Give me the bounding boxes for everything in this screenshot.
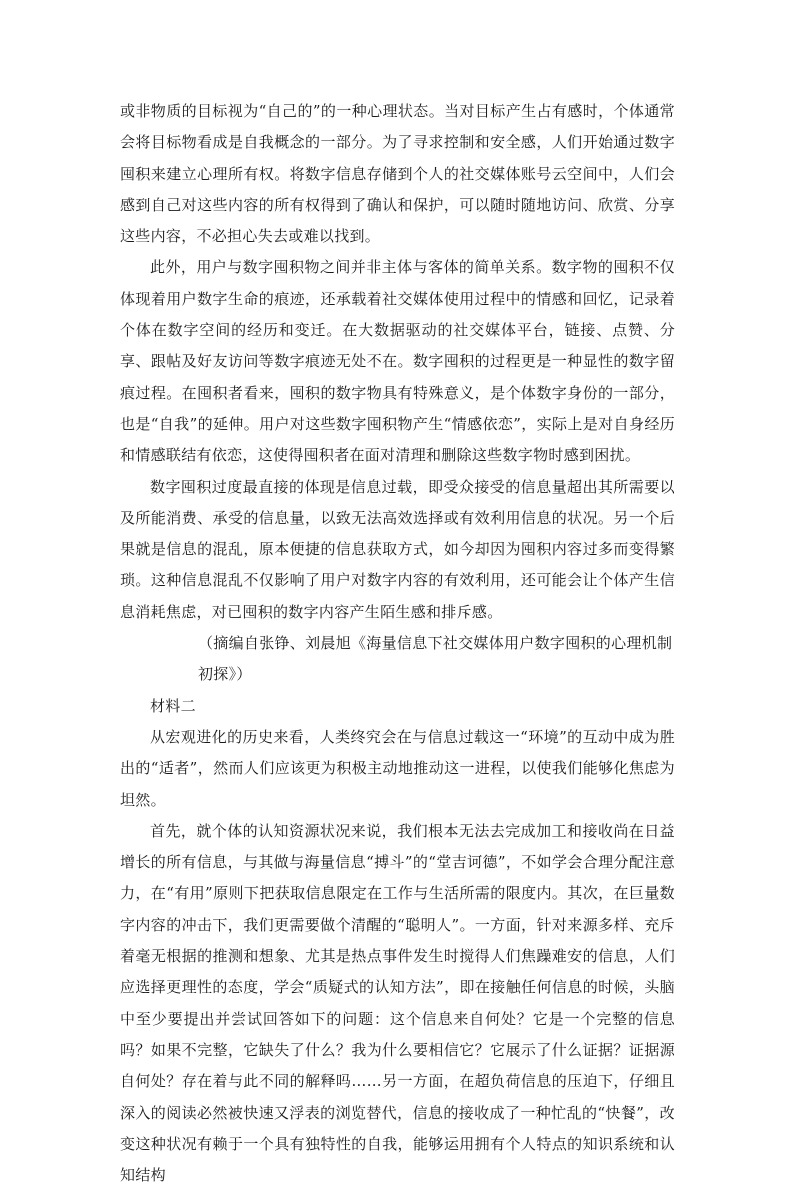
paragraph-ownership: 或非物质的目标视为“自己的”的一种心理状态。当对目标产生占有感时，个体通常会将目标物看成是自我概念的一部分。为了寻求控制和安全感，人们开始通过数字囤积来建立心理所有权。将数字信息存储到个人的社交媒体账号云空间中，人们会感到自己对这些内容的所有权得到了确认和保护，可以随时随地访问、欣赏、分享这些内容，不必担心失去或难以找到。: [120, 102, 675, 246]
paragraph-relationship: 此外，用户与数字囤积物之间并非主体与客体的简单关系。数字物的囤积不仅体现着用户数字生命的痕迹，还承载着社交媒体使用过程中的情感和回忆，记录着个体在数字空间的经历和变迁。在大数据驱动的社交媒体平台，链接、点赞、分享、跟帖及好友访问等数字痕迹无处不在。数字囤积的过程更是一种显性的数字留痕过程。在囤积者看来，囤积的数字物具有特殊意义，是个体数字身份的一部分，也是“自我”的延伸。用户对这些数字囤积物产生“情感依恋”，实际上是对自身经历和情感联结有依恋，这使得囤积者在面对清理和删除这些数字物时感到困扰。: [120, 258, 675, 465]
paragraph-overload: 数字囤积过度最直接的体现是信息过载，即受众接受的信息量超出其所需要以及所能消费、承受的信息量，以致无法高效选择或有效利用信息的状况。另一个后果就是信息的混乱，原本便捷的信息获取方式，如今却因为囤积内容过多而变得繁琐。这种信息混乱不仅影响了用户对数字内容的有效利用，还可能会让个体产生信息消耗焦虑，对已囤积的数字内容产生陌生感和排斥感。: [120, 477, 675, 621]
document-page: [120, 96, 675, 1191]
paragraph-cognition: 首先，就个体的认知资源状况来说，我们根本无法去完成加工和接收尚在日益增长的所有信息，与其做与海量信息“搏斗”的“堂吉诃德”，不如学会合理分配注意力，在“有用”原则下把获取信息限定在工作与生活所需的限度内。其次，在巨量数字内容的冲击下，我们更需要做个清醒的“聪明人”。一方面，针对来源多样、充斥着毫无根据的推测和想象、尤其是热点事件发生时搅得人们焦躁难安的信息，人们应选择更理性的态度，学会“质疑式的认知方法”，即在接触任何信息的时候，头脑中至少要提出并尝试回答如下的问题：这个信息来自何处？它是一个完整的信息吗？如果不完整，它缺失了什么？我为什么要相信它？它展示了什么证据？证据源自何处？存在着与此不同的解释吗……另一方面，在超负荷信息的压迫下，仔细且深入的阅读必然被快速又浮表的浏览替代，信息的接收成了一种忙乱的“快餐”，改变这种状况有赖于一个具有独特性的自我，能够运用拥有个人特点的知识系统和认知结构: [120, 821, 675, 1185]
source-citation: （摘编自张铮、刘晨旭《海量信息下社交媒体用户数字囤积的心理机制初探》）: [198, 634, 673, 684]
paragraph-evolution: 从宏观进化的历史来看，人类终究会在与信息过载这一“环境”的互动中成为胜出的“适者”，然而人们应该更为积极主动地推动这一进程，以使我们能够化焦虑为坦然。: [120, 727, 675, 809]
section-label: 材料二: [150, 696, 196, 715]
